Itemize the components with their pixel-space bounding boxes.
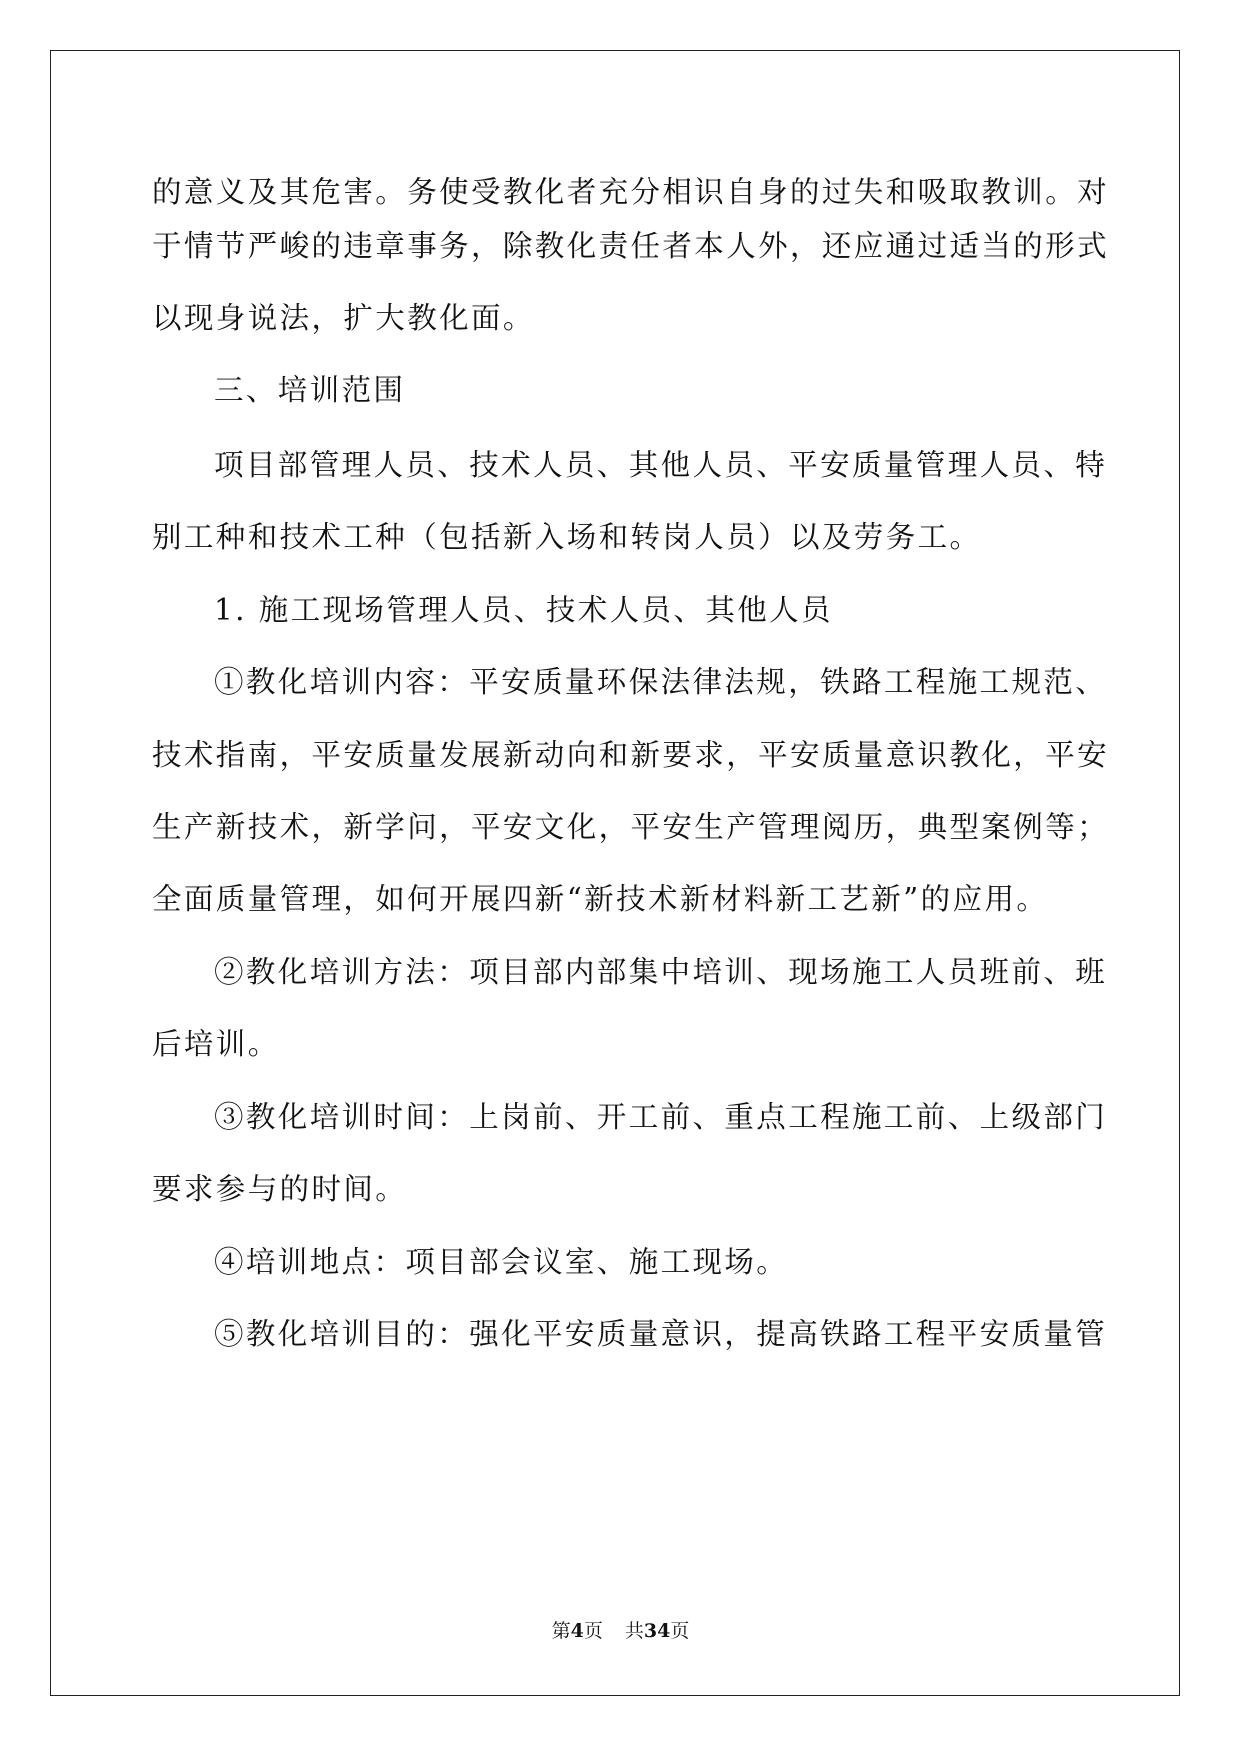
subsection-heading: 1. 施工现场管理人员、技术人员、其他人员 (214, 593, 833, 627)
body-line-16: ④培训地点：项目部会议室、施工现场。 (214, 1245, 789, 1279)
body-line-11: 全面质量管理，如何开展四新“新技术新材料新工艺新”的应用。 (152, 882, 1049, 916)
body-line-5: 项目部管理人员、技术人员、其他人员、平安质量管理人员、特 (214, 448, 1108, 482)
page-suffix: 页 (583, 1620, 603, 1642)
body-line-10: 生产新技术，新学问，平安文化，平安生产管理阅历，典型案例等； (152, 810, 1110, 844)
body-line-2: 于情节严峻的违章事务，除教化责任者本人外，还应通过适当的形式 (152, 229, 1110, 263)
page-prefix: 第 (551, 1620, 571, 1642)
total-suffix: 页 (670, 1620, 690, 1642)
page-number: 4 (570, 1620, 584, 1642)
body-line-14: ③教化培训时间：上岗前、开工前、重点工程施工前、上级部门 (214, 1100, 1108, 1134)
page-border (50, 50, 1180, 1696)
total-prefix: 共 (624, 1620, 644, 1642)
section-heading: 三、培训范围 (214, 373, 406, 407)
body-line-9: 技术指南，平安质量发展新动向和新要求，平安质量意识教化，平安 (152, 738, 1110, 772)
page-footer (0, 1619, 1241, 1643)
body-line-6: 别工种和技术工种（包括新入场和转岗人员）以及劳务工。 (152, 520, 982, 554)
body-line-8: ①教化培训内容：平安质量环保法律法规，铁路工程施工规范、 (214, 665, 1108, 699)
total-pages: 34 (643, 1620, 671, 1642)
body-line-1: 的意义及其危害。务使受教化者充分相识自身的过失和吸取教训。对 (152, 175, 1110, 209)
body-line-12: ②教化培训方法：项目部内部集中培训、现场施工人员班前、班 (214, 955, 1108, 989)
body-line-17: ⑤教化培训目的：强化平安质量意识，提高铁路工程平安质量管 (214, 1317, 1108, 1351)
body-line-15: 要求参与的时间。 (152, 1172, 408, 1206)
body-line-13: 后培训。 (152, 1027, 280, 1061)
body-line-3: 以现身说法，扩大教化面。 (152, 301, 535, 335)
